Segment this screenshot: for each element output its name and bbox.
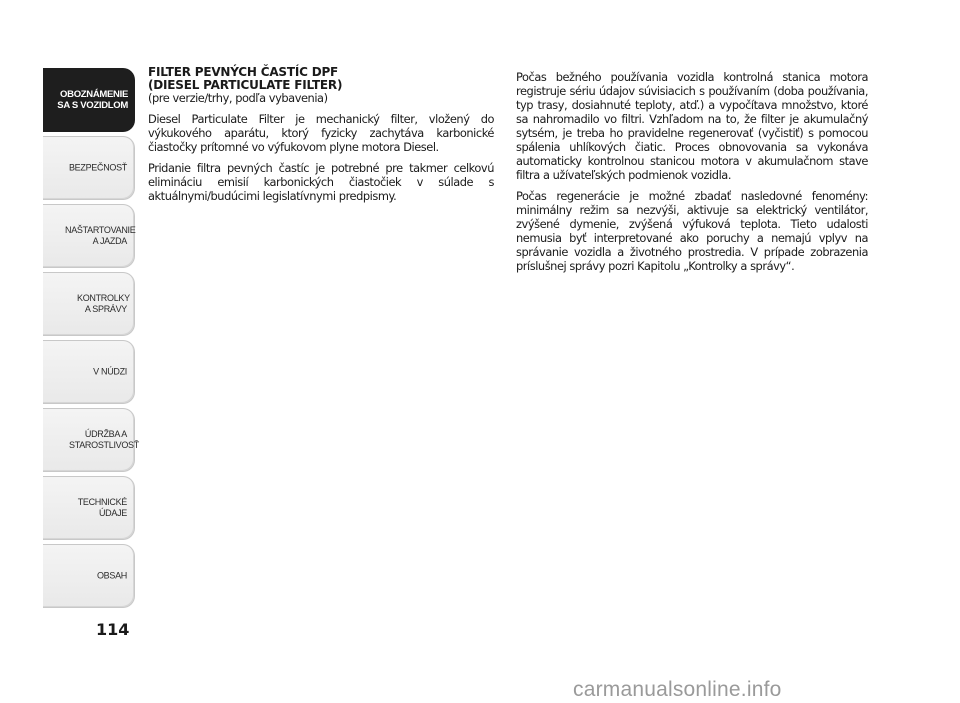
paragraph: Počas regenerácie je možné zbadať nasledovné fenomény: minimálny režim sa nezvýši, aktivuje sa elektrický ventilátor, zvýšené dymenie, zvýšená výfuková teplota. Tieto udalosti nemusia byť interpretované ako poruchy a nemajú vplyv na správanie vozidla a životného prostredia. V prípade zobrazenia príslušnej správy pozri Kapitolu „Kontrolky a správy“.	[516, 189, 868, 273]
tab-oboznamenie[interactable]	[43, 68, 135, 132]
page-number: 114	[96, 620, 130, 639]
tab-label: OBSAH	[96, 570, 127, 581]
left-column	[148, 66, 494, 210]
tab-obsah[interactable]	[43, 544, 135, 608]
tab-label: V NÚDZI	[93, 366, 127, 377]
tab-udrzba[interactable]	[43, 408, 139, 472]
section-subheading: (pre verzie/trhy, podľa vybavenia)	[148, 91, 328, 105]
tab-label: TECHNICKÉ ÚDAJE	[77, 497, 127, 518]
paragraph: Diesel Particulate Filter je mechanický filter, vložený do výkukového aparátu, ktorý fyzicky zachytáva karbonické čiastočky prítomné vo výfukovom plyne motora Diesel.	[148, 112, 494, 154]
heading-line-1: FILTER PEVNÝCH ČASTÍC DPF	[148, 65, 339, 79]
section-heading	[148, 66, 494, 91]
tab-nastartovanie[interactable]	[43, 204, 135, 268]
tab-label: ÚDRŽBA A STAROSTLIVOSŤ	[69, 429, 139, 450]
tab-label: KONTROLKY A SPRÁVY	[77, 293, 130, 314]
watermark: carmanualsonline.info	[573, 678, 782, 701]
tab-bezpecnost[interactable]	[43, 136, 135, 200]
tab-label: BEZPEČNOSŤ	[68, 162, 127, 173]
tab-technicke-udaje[interactable]	[43, 476, 135, 540]
tab-kontrolky[interactable]	[43, 272, 135, 336]
tab-label: OBOZNÁMENIE SA S VOZIDLOM	[57, 89, 128, 111]
tab-label: NAŠTARTOVANIE A JAZDA	[65, 225, 136, 246]
right-column	[516, 70, 868, 280]
tab-v-nudzi[interactable]	[43, 340, 135, 404]
heading-line-2: (DIESEL PARTICULATE FILTER)	[148, 77, 343, 92]
paragraph: Pridanie filtra pevných častíc je potrebné pre takmer celkovú elimináciu emisií karbonických čiastočiek v súlade s aktuálnymi/budúcimi legislatívnymi predpismy.	[148, 161, 494, 203]
paragraph: Počas bežného používania vozidla kontrolná stanica motora registruje sériu údajov súvisiacich s používaním (doba používania, typ trasy, dosiahnuté teploty, atď.) a vypočítava množstvo, ktoré sa nahromadilo vo filtri. Vzhľadom na to, že filter je akumulačný sytsém, je treba ho pravidelne regenerovať (vyčistiť) s pomocou spálenia uhlíkových čiatic. Proces obnovovania sa vykonáva automaticky kontrolnou stanicou motora v akumulačnom stave filtra a užívateľských podmienok vozidla.	[516, 70, 868, 182]
